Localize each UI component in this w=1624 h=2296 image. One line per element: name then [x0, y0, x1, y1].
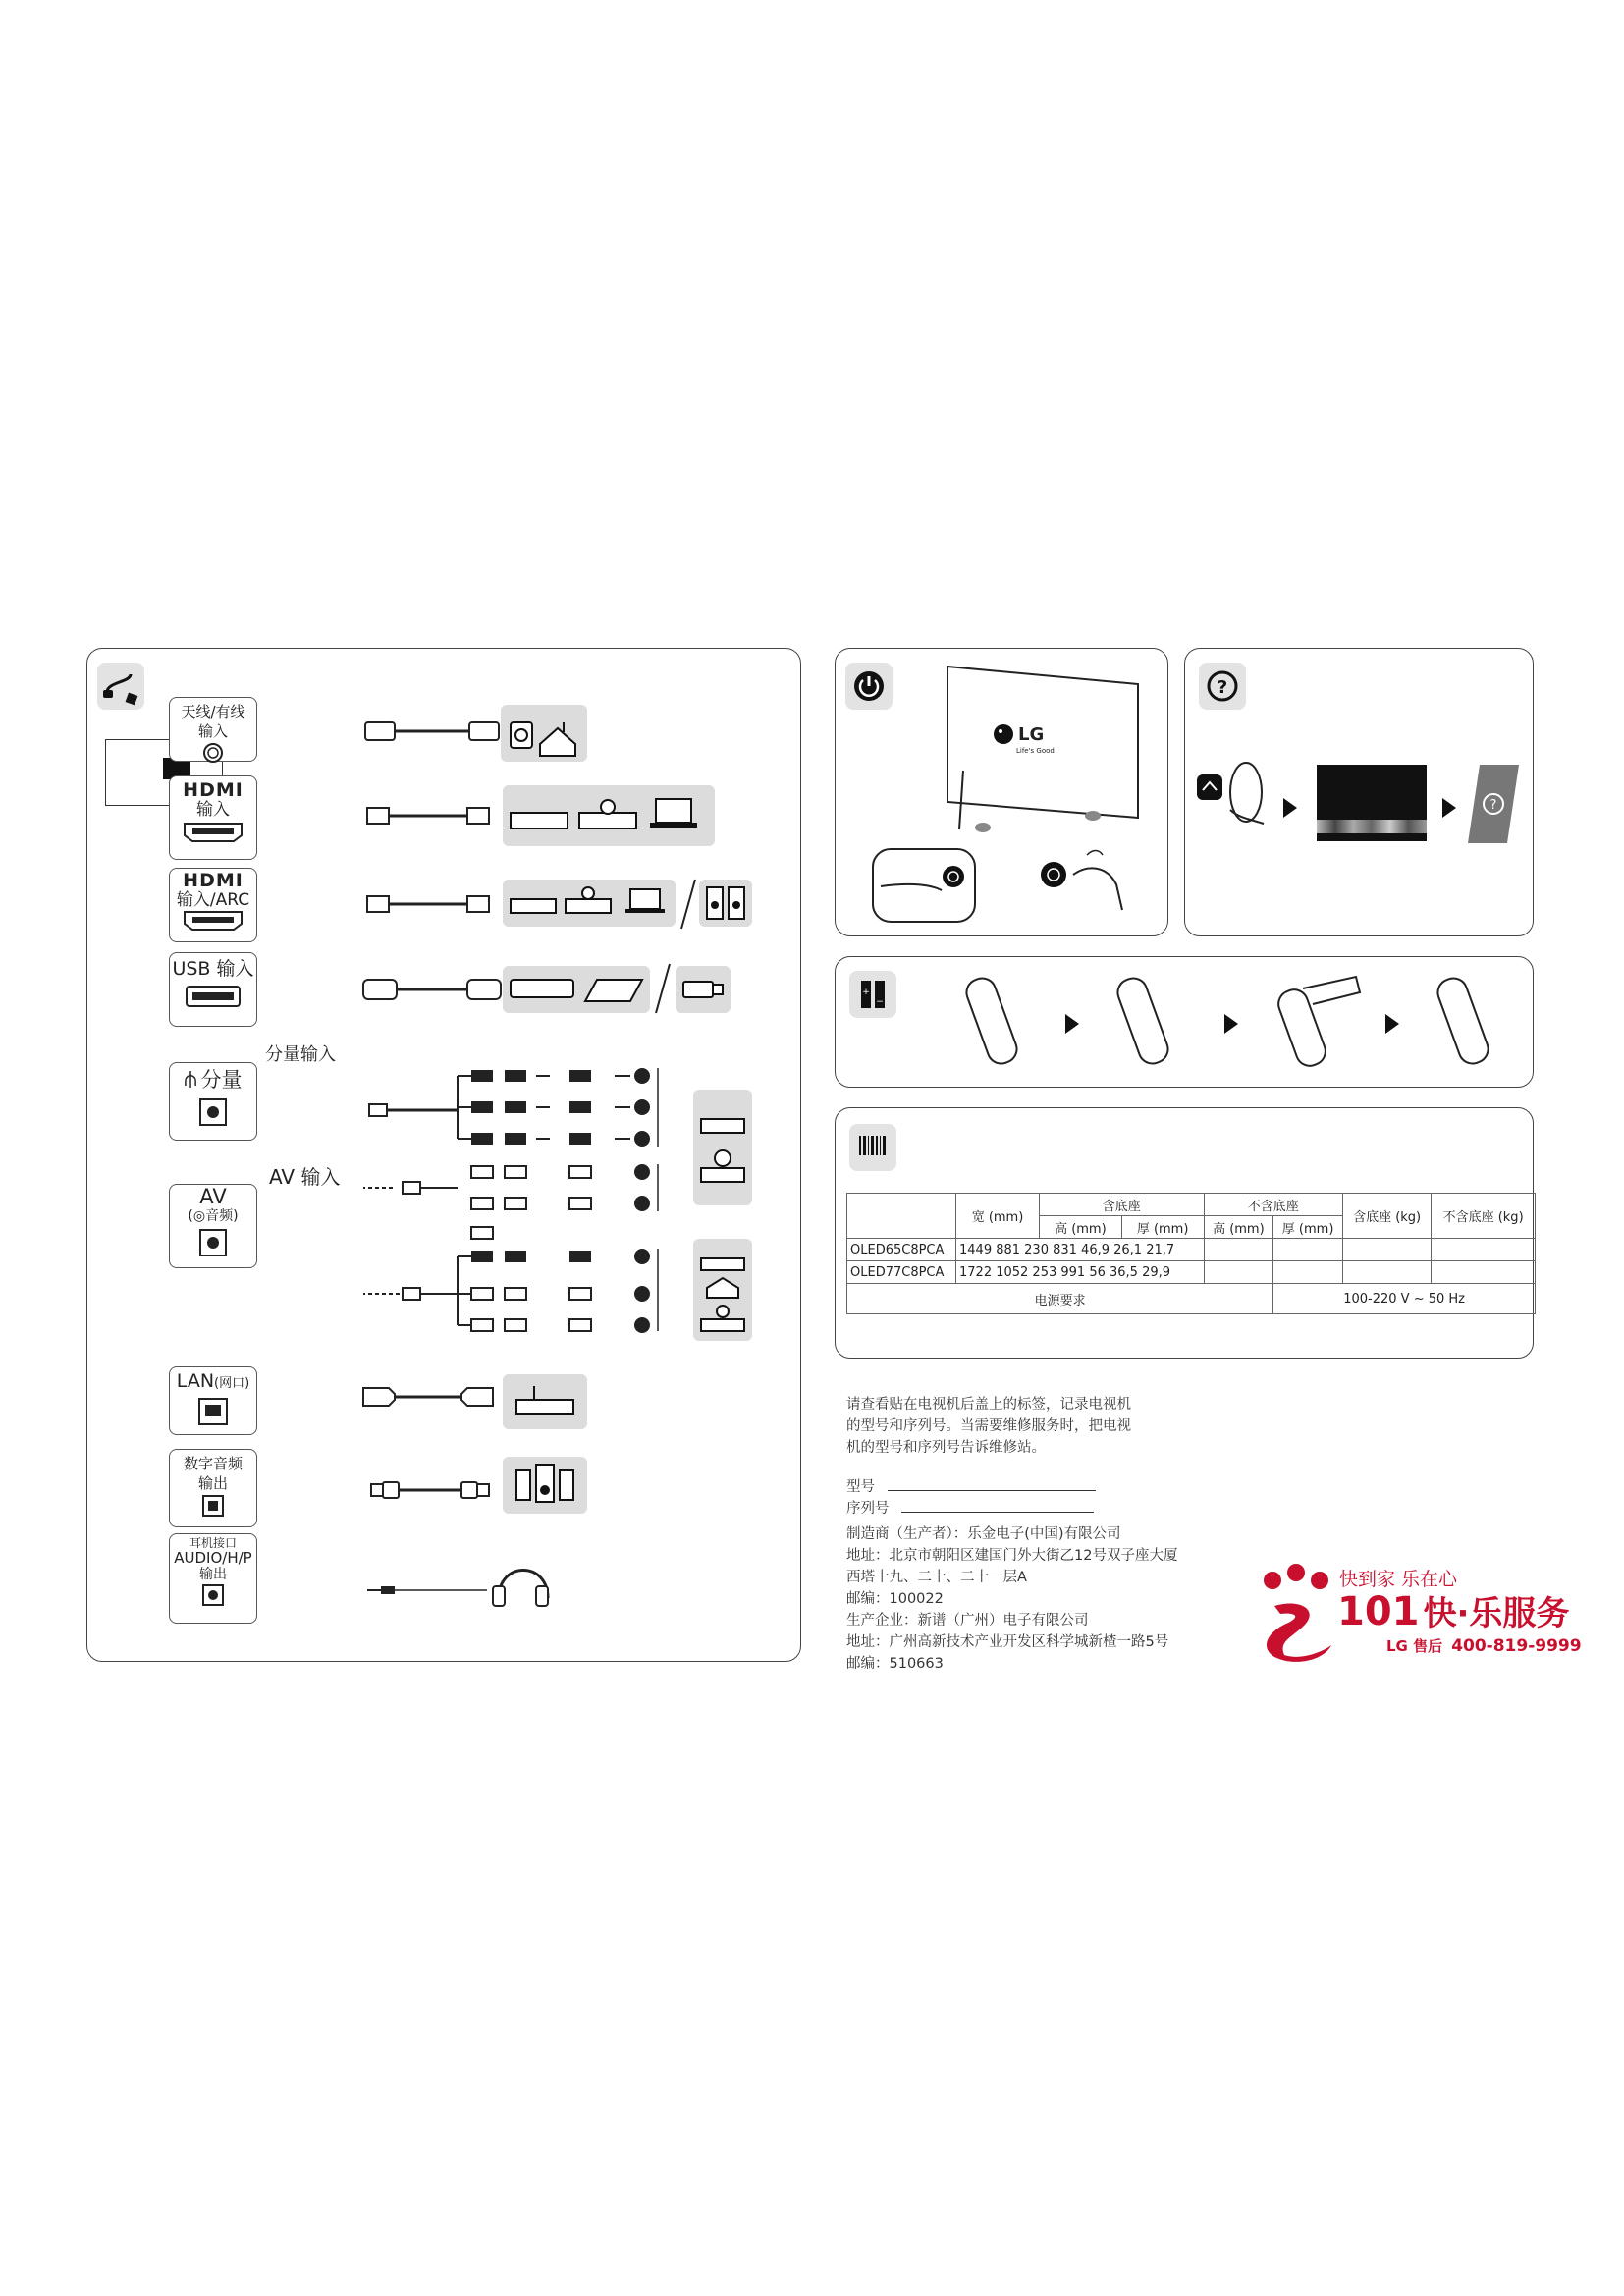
header-without-stand: 不含底座	[1204, 1194, 1342, 1216]
slash	[677, 878, 699, 931]
optical-cable	[369, 1478, 497, 1502]
hdmi-arc-devices	[503, 880, 676, 927]
antenna-house-icon	[501, 705, 587, 762]
slash	[652, 962, 674, 1015]
component-label: 分量	[200, 1067, 243, 1092]
help-panel	[1184, 648, 1534, 936]
header-depth: 厚 (mm)	[1273, 1216, 1343, 1239]
antenna-cable	[361, 717, 509, 746]
help-screen-icon	[1466, 763, 1521, 845]
arrow-right-icon	[1283, 798, 1297, 818]
svg-text:+: +	[862, 988, 870, 997]
barcode-icon	[849, 1124, 896, 1171]
service-hotline: LG 售后 400-819-9999	[1386, 1636, 1582, 1656]
table-row	[847, 1284, 1536, 1314]
service-brand: 101 快·乐服务	[1337, 1589, 1570, 1634]
remote-home-icon	[1195, 759, 1273, 828]
component-port: ⫛ 分量	[169, 1062, 257, 1141]
hdmi-arc-cable	[365, 891, 503, 917]
hdmi-cable	[365, 803, 503, 828]
values-cell: 1449 881 230 831 46,9 26,1 21,7	[956, 1239, 1205, 1261]
help-icon	[1199, 663, 1246, 710]
battery-panel	[835, 956, 1534, 1088]
table-row	[847, 1239, 1536, 1261]
manufacturer-info: 制造商（生产者）：乐金电子(中国)有限公司 地址：北京市朝阳区建国门外大街乙12号双子座大厦 西塔十九、二十、二十一层A 邮编：100022 生产企业：新谱（广州）电子有限公司 地址：广州高新技术产业开发区科学城新楂一路5号 邮编：510663	[846, 1526, 1178, 1672]
av-title: AV 输入	[269, 1165, 341, 1189]
header-depth: 厚 (mm)	[1121, 1216, 1204, 1239]
router-icon	[503, 1374, 587, 1429]
hdmi-devices	[503, 785, 715, 846]
power-button-hand	[871, 847, 979, 926]
service-slogan: 快到家 乐在心	[1339, 1569, 1458, 1590]
header-width: 宽 (mm)	[956, 1194, 1040, 1239]
usb-port: USB 输入	[169, 952, 257, 1027]
usb-stick-icon	[676, 966, 731, 1013]
antenna-port: 天线/有线 输入	[169, 697, 257, 762]
service-logo-icon	[1255, 1563, 1337, 1665]
lg-logo: LG	[993, 723, 1044, 745]
av-devices	[693, 1239, 752, 1341]
power-icon	[845, 663, 893, 710]
svg-text:?: ?	[1489, 798, 1497, 813]
power-label: 电源要求	[847, 1284, 1273, 1314]
info-paragraph: 请查看贴在电视机后盖上的标签，记录电视机 的型号和序列号。当需要维修服务时，把电视 机的型号和序列号告诉维修站。	[846, 1397, 1131, 1456]
svg-text:?: ?	[1217, 677, 1228, 698]
remote-battery-steps	[963, 969, 1523, 1077]
power-value: 100-220 V ~ 50 Hz	[1273, 1284, 1536, 1314]
usb-devices	[503, 966, 650, 1013]
headphone-port: 耳机接口 AUDIO/H/P 输出	[169, 1533, 257, 1624]
spec-table	[846, 1193, 1536, 1314]
header-height: 高 (mm)	[1040, 1216, 1122, 1239]
table-row	[847, 1261, 1536, 1284]
arrow-right-icon	[1442, 798, 1456, 818]
model-cell: OLED65C8PCA	[847, 1239, 956, 1261]
lan-cable	[361, 1382, 499, 1412]
model-cell: OLED77C8PCA	[847, 1261, 956, 1284]
hdmi-arc-port: HDMI 输入/ARC	[169, 868, 257, 942]
home-screen-thumbnail	[1317, 765, 1427, 841]
lan-port: LAN(网口)	[169, 1366, 257, 1435]
usb-cable	[361, 977, 505, 1002]
power-panel	[835, 648, 1168, 936]
soundbar-speaker-icon	[699, 880, 752, 927]
hdmi-port: HDMI 输入	[169, 775, 257, 860]
header-weight-without: 不含底座 (kg)	[1432, 1194, 1536, 1239]
serial-field: 序列号	[846, 1498, 1094, 1520]
model-field: 型号	[846, 1476, 1096, 1498]
values-cell: 1722 1052 253 991 56 36,5 29,9	[956, 1261, 1205, 1284]
component-title: 分量输入	[265, 1044, 336, 1065]
battery-icon	[849, 971, 896, 1018]
header-weight-with: 含底座 (kg)	[1342, 1194, 1431, 1239]
remote-power-icon	[1028, 845, 1146, 924]
header-with-stand: 含底座	[1040, 1194, 1205, 1216]
component-devices	[693, 1090, 752, 1205]
optical-port: 数字音频 输出	[169, 1449, 257, 1527]
svg-text:−: −	[876, 997, 884, 1007]
headphones-icon	[365, 1555, 552, 1614]
lg-tagline: Life's Good	[1016, 747, 1055, 755]
speaker-system-icon	[503, 1457, 587, 1514]
header-height: 高 (mm)	[1204, 1216, 1273, 1239]
cable-icon	[97, 663, 144, 710]
av-port: AV (◎音频)	[169, 1184, 257, 1268]
